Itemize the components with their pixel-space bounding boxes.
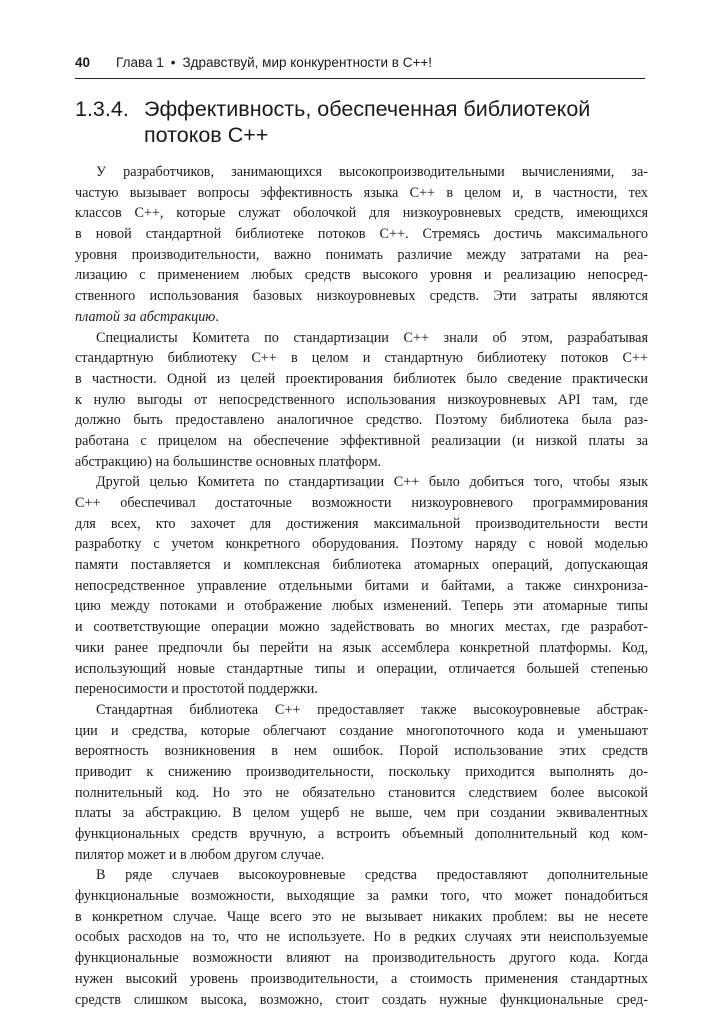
text-line: в конкретном случае. Чаще всего это не вызывает никаких проблем: вы не несете [75,907,648,928]
paragraph-4 [75,700,648,866]
page-number: 40 [75,55,90,70]
text-line: C++ обеспечивал достаточные возможности низкоуровневого программирования [75,493,648,514]
text-line: уровня производительности, важно понимать различие между затратами на реа- [75,245,648,266]
text-line: функциональных средств вручную, а встроить объемный дополнительный код ком- [75,824,648,845]
text-line: вероятность возникновения в нем ошибок. Порой использование этих средств [75,741,648,762]
text-line: особых расходов на то, что не используете. Но в редких случаях эти неиспользуемые [75,927,648,948]
text-line: памяти поставляется и комплексная библиотека атомарных операций, допускающая [75,555,648,576]
text-line: полнительный код. Но это не обязательно становится следствием более высокой [75,783,648,804]
bullet-separator: • [171,55,176,70]
text-line: Специалисты Комитета по стандартизации C++ знали об этом, разрабатывая [75,328,648,349]
text-line: функциональные возможности влияют на производительность другого кода. Когда [75,948,648,969]
text-line: переносимости и простотой поддержки. [75,679,648,700]
body-text [75,162,648,1010]
paragraph-5 [75,865,648,1010]
paragraph-2 [75,328,648,473]
text-line: пилятор может и в любом другом случае. [75,845,648,866]
text-line: и соответствующие операции можно задействовать во многих местах, где разработ- [75,617,648,638]
text-line: абстракцию) на большинстве основных платформ. [75,452,648,473]
text-line: приводит к снижению производительности, поскольку приходится выполнять до- [75,762,648,783]
section-title [144,96,649,148]
text-line: ственного использования базовых низкоуровневых средств. Эти затраты являются [75,286,648,307]
text-line: работана с прицелом на обеспечение эффективной реализации (и низкой платы за [75,431,648,452]
text-line: У разработчиков, занимающихся высокопроизводительными вычислениями, за- [75,162,648,183]
text-line: нужен высокий уровень производительности, а стоимость применения стандартных [75,969,648,990]
paragraph-3 [75,472,648,700]
section-title-line: Эффективность, обеспеченная библиотекой [144,96,649,122]
text-line: Стандартная библиотека C++ предоставляет также высокоуровневые абстрак- [75,700,648,721]
text-fragment: . [215,309,219,325]
text-line: ции и средства, которые облегчают создание многопоточного кода и уменьшают [75,721,648,742]
text-line: частую вызывает вопросы эффективность языка C++ в целом и, в частности, тех [75,183,648,204]
header-rule [75,78,645,79]
italic-term: платой за абстракцию [75,309,215,325]
text-line: цию между потоками и отображение любых изменений. Теперь эти атомарные типы [75,596,648,617]
text-line: чики ранее предпочли бы перейти на язык ассемблера конкретной платформы. Код, [75,638,648,659]
text-line [75,307,648,328]
chapter-label: Глава 1 [116,55,164,70]
text-line: для всех, кто захочет для достижения максимальной производительности вести [75,514,648,535]
text-line: Другой целью Комитета по стандартизации C++ было добиться того, чтобы язык [75,472,648,493]
text-line: функциональные возможности, выходящие за рамки того, что может понадобиться [75,886,648,907]
chapter-title: Здравствуй, мир конкурентности в C++! [183,55,432,70]
text-line: в новой стандартной библиотеке потоков C++. Стремясь достичь максимального [75,224,648,245]
text-line: к нулю выгоды от непосредственного использования низкоуровневых API там, где [75,390,648,411]
text-line: стандартную библиотеку C++ в целом и стандартную библиотеку потоков C++ [75,348,648,369]
text-line: непосредственное управление отдельными битами и байтами, а также синхрониза- [75,576,648,597]
paragraph-1 [75,162,648,328]
text-line: лизацию с применением любых средств высокого уровня и реализацию непосред- [75,265,648,286]
text-line: разработку с учетом конкретного оборудования. Поэтому наряду с новой моделью [75,534,648,555]
section-number: 1.3.4. [75,96,129,122]
text-line: использующий новые стандартные типы и операции, отличается большей степенью [75,659,648,680]
text-line: В ряде случаев высокоуровневые средства предоставляют дополнительные [75,865,648,886]
text-line: классов C++, которые служат оболочкой для низкоуровневых средств, имеющихся [75,203,648,224]
section-title-line: потоков C++ [144,122,649,148]
running-head [75,55,645,75]
text-line: в частности. Одной из целей проектирования библиотек было сведение практически [75,369,648,390]
text-line: платы за абстракцию. В целом ущерб не выше, чем при создании эквивалентных [75,803,648,824]
text-line: должно быть предоставлено аналогичное средство. Поэтому библиотека была раз- [75,410,648,431]
text-line: средств слишком высока, возможно, стоит создать нужные функциональные сред- [75,990,648,1010]
